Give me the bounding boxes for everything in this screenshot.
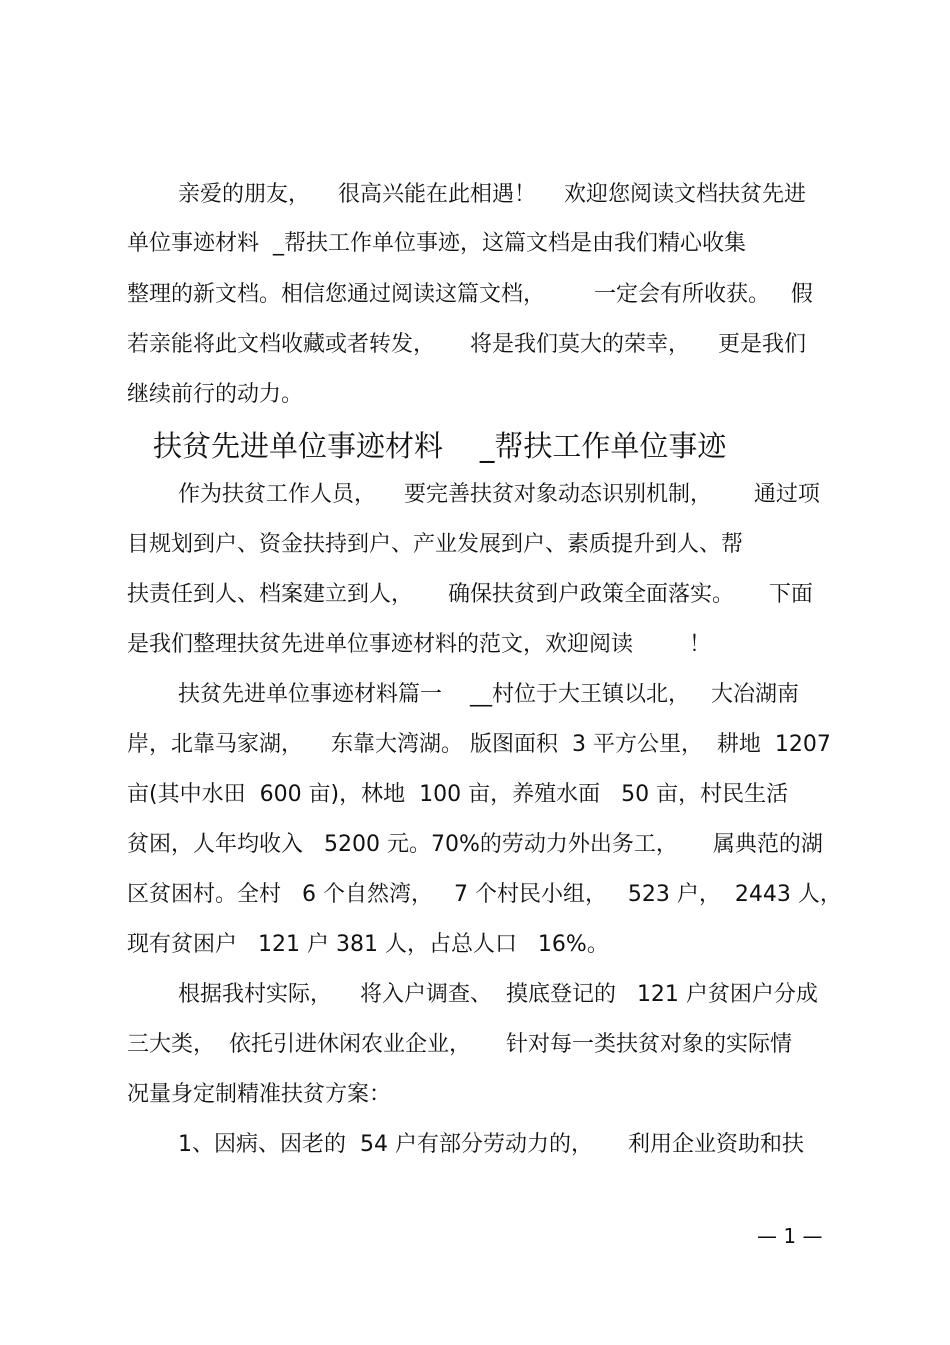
body-line: 根据我村实际， 将入户调查、 摸底登记的 121 户贫困户分成 bbox=[178, 982, 818, 1007]
body-line: 现有贫困户 121 户 381 人，占总人口 16%。 bbox=[127, 932, 609, 957]
body-line: 扶贫先进单位事迹材料篇一 __村位于大王镇以北， 大冶湖南 bbox=[178, 682, 799, 707]
intro-line: 单位事迹材料 _帮扶工作单位事迹，这篇文档是由我们精心收集 bbox=[127, 231, 746, 256]
intro-line: 若亲能将此文档收藏或者转发， 将是我们莫大的荣幸， 更是我们 bbox=[127, 332, 806, 357]
body-line: 1、因病、因老的 54 户有部分劳动力的， 利用企业资助和扶 bbox=[178, 1132, 804, 1157]
body-line: 目规划到户、资金扶持到户、产业发展到户、素质提升到人、帮 bbox=[127, 532, 744, 557]
body-line: 岸，北靠马家湖， 东靠大湾湖。 版图面积 3 平方公里， 耕地 1207 bbox=[127, 732, 831, 757]
body-line: 区贫困村。全村 6 个自然湾， 7 个村民小组， 523 户， 2443 人， bbox=[127, 882, 842, 907]
body-line: 贫困，人年均收入 5200 元。70%的劳动力外出务工， 属典范的湖 bbox=[127, 832, 823, 857]
body-line: 三大类， 依托引进休闲农业企业， 针对每一类扶贫对象的实际情 bbox=[127, 1032, 792, 1057]
body-line: 扶责任到人、档案建立到人， 确保扶贫到户政策全面落实。 下面 bbox=[127, 582, 813, 607]
page-number: — 1 — bbox=[757, 1224, 823, 1248]
body-line: 作为扶贫工作人员， 要完善扶贫对象动态识别机制， 通过项 bbox=[178, 482, 820, 507]
intro-line: 整理的新文档。相信您通过阅读这篇文档， 一定会有所收获。 假 bbox=[127, 282, 813, 307]
body-line: 况量身定制精准扶贫方案： bbox=[127, 1082, 392, 1107]
intro-line: 亲爱的朋友， 很高兴能在此相遇！ 欢迎您阅读文档扶贫先进 bbox=[178, 182, 806, 207]
document-title: 扶贫先进单位事迹材料 _帮扶工作单位事迹 bbox=[153, 429, 727, 463]
body-line: 是我们整理扶贫先进单位事迹材料的范文，欢迎阅读 ！ bbox=[127, 632, 711, 657]
intro-line: 继续前行的动力。 bbox=[127, 382, 304, 407]
body-line: 亩(其中水田 600 亩)，林地 100 亩，养殖水面 50 亩，村民生活 bbox=[127, 782, 789, 807]
